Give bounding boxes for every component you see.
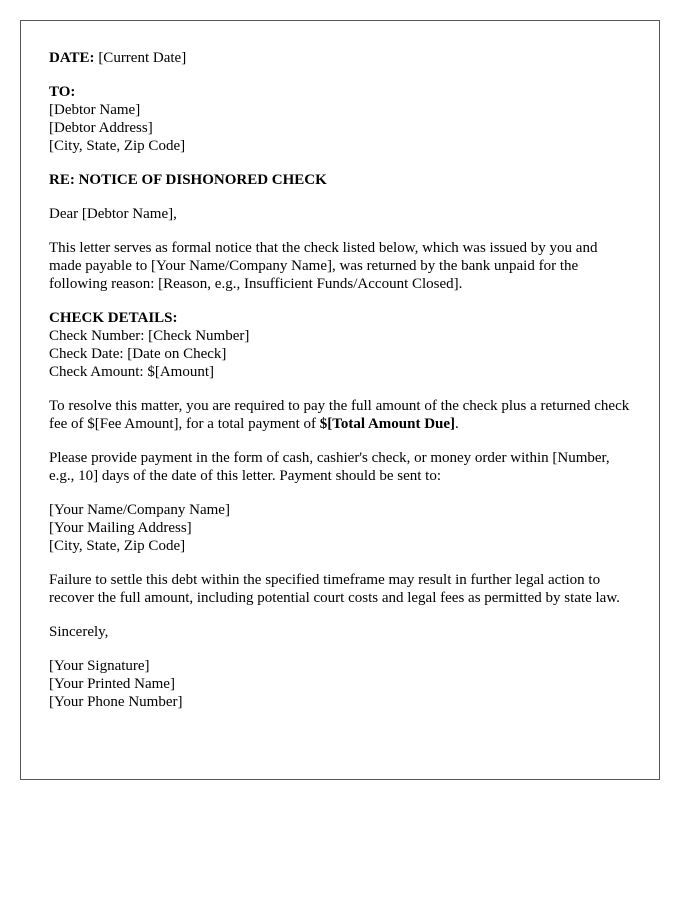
check-amount-line: Check Amount: $[Amount] <box>49 364 214 380</box>
phone-number-line: [Your Phone Number] <box>49 694 183 710</box>
check-details-heading: CHECK DETAILS: <box>49 310 178 326</box>
recipient-name: [Debtor Name] <box>49 102 141 118</box>
date-line <box>49 49 631 67</box>
recipient-city-state-zip: [City, State, Zip Code] <box>49 138 186 154</box>
signature-block <box>49 657 631 711</box>
date-label: DATE: <box>49 50 95 66</box>
recipient-label: TO: <box>49 84 76 100</box>
signature-line: [Your Signature] <box>49 658 150 674</box>
check-date-line: Check Date: [Date on Check] <box>49 346 227 362</box>
printed-name-line: [Your Printed Name] <box>49 676 175 692</box>
resolve-end: . <box>455 416 459 432</box>
resolve-text: To resolve this matter, you are required to pay the full amount of the check plus a returned check fee of $[Fee Amount], for a total payment of <box>49 398 630 432</box>
closing: Sincerely, <box>49 624 109 640</box>
letter-document <box>20 20 660 780</box>
check-number-line: Check Number: [Check Number] <box>49 328 250 344</box>
resolve-paragraph <box>49 397 631 433</box>
salutation: Dear [Debtor Name], <box>49 206 177 222</box>
warning-paragraph: Failure to settle this debt within the specified timeframe may result in further legal action to recover the full amount, including potential court costs and legal fees as permitted by state law. <box>49 572 620 606</box>
send-to-block <box>49 501 631 555</box>
date-value: [Current Date] <box>98 50 187 66</box>
total-amount-due: $[Total Amount Due] <box>319 416 456 432</box>
sender-city-state-zip: [City, State, Zip Code] <box>49 538 186 554</box>
sender-name: [Your Name/Company Name] <box>49 502 230 518</box>
recipient-block <box>49 83 631 155</box>
intro-paragraph: This letter serves as formal notice that the check listed below, which was issued by you and made payable to [Your Name/Company Name], was returned by the bank unpaid for the following reason: [Reason, e.g., Insufficient Funds/Account Closed]. <box>49 240 598 292</box>
recipient-address: [Debtor Address] <box>49 120 153 136</box>
subject-line: RE: NOTICE OF DISHONORED CHECK <box>49 172 327 188</box>
sender-mailing-address: [Your Mailing Address] <box>49 520 192 536</box>
check-details-block <box>49 309 631 381</box>
payment-paragraph: Please provide payment in the form of cash, cashier's check, or money order within [Number, e.g., 10] days of the date of this letter. Payment should be sent to: <box>49 450 610 484</box>
